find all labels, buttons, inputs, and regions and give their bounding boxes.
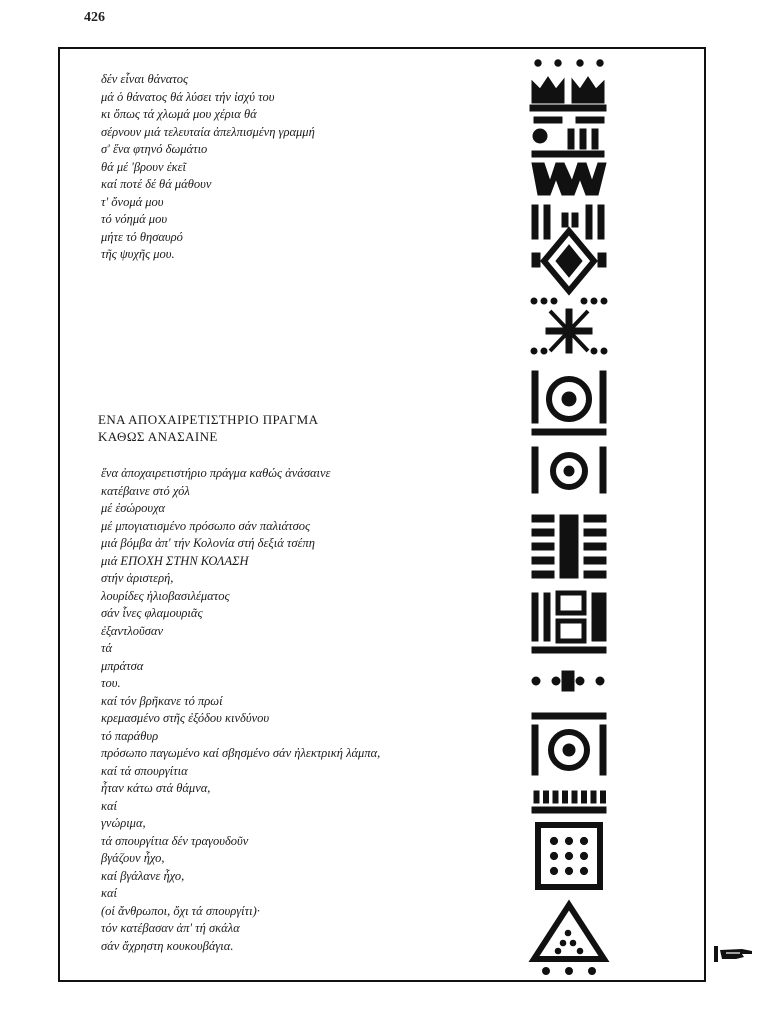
poem-line: κρεμασμένο στῆς ἐξόδου κινδύνου — [101, 711, 270, 725]
poem-line: ἐξαντλοῦσαν — [101, 623, 164, 638]
ornament-dot — [581, 298, 587, 304]
ornament-bar — [572, 213, 578, 227]
poem-line: σ' ἕνα φτηνό δωμάτιο — [101, 142, 208, 156]
ornament-dot — [555, 948, 561, 954]
ornament-bar — [584, 571, 606, 578]
ornament-bar — [532, 253, 540, 267]
ornament-zigzag — [532, 163, 606, 195]
poem-line: δέν εἶναι θάνατος — [101, 72, 189, 86]
ornament-dot — [563, 744, 575, 756]
ornament-dot — [541, 298, 547, 304]
poem-line: λουρίδες ἡλιοβασιλέματος — [101, 588, 230, 603]
ornament-svg — [528, 53, 610, 978]
ornament-dot — [591, 348, 597, 354]
ornament-tick — [563, 791, 568, 803]
ornament-bar — [532, 713, 606, 719]
ornament-tick — [553, 791, 558, 803]
poem-line: του. — [101, 676, 121, 690]
ornament-diamond — [556, 245, 582, 277]
ornament-tick — [544, 791, 549, 803]
poem-line: μπράτσα — [101, 658, 144, 673]
ornament-dot — [589, 968, 596, 975]
ornament-dot — [541, 348, 547, 354]
ornament-tick — [534, 791, 539, 803]
ornament-bar — [598, 205, 604, 239]
poem-line: στήν ἀριστερή, — [101, 571, 174, 585]
poem-line: θά μέ 'βρουν ἐκεῖ — [101, 159, 187, 174]
ornament-dot — [601, 298, 607, 304]
ornament-dot — [597, 60, 603, 66]
ornament-bar — [532, 529, 554, 536]
ornament-crown — [572, 77, 604, 103]
ornament-bar — [532, 807, 606, 813]
ornament-bar — [562, 213, 568, 227]
ornament-tick — [572, 791, 577, 803]
poem-line: σέρνουν μιά τελευταία ἀπελπισμένη γραμμή — [101, 124, 315, 139]
ornament-bar — [576, 117, 604, 123]
poem-line: καί — [101, 798, 118, 813]
poem-line: τό νόημά μου — [101, 212, 168, 226]
poem-line: σάν ἶνες φλαμουριᾶς — [101, 606, 203, 620]
ornament-dot — [565, 930, 571, 936]
ornament-dot — [565, 837, 572, 844]
ornament-crown — [532, 77, 564, 103]
ornament-bar — [584, 557, 606, 564]
ornament-bar — [532, 429, 606, 435]
ornament-dot — [543, 968, 550, 975]
ornament-bar — [532, 515, 554, 522]
poem-line: βγάζουν ἦχο, — [101, 851, 165, 865]
poem-two-title — [98, 412, 538, 445]
ornament-bar — [532, 447, 538, 493]
ornament-dot — [560, 940, 566, 946]
ornament-dot — [596, 677, 604, 685]
ornament-hourglass — [558, 593, 584, 641]
poem-line: μέ μπογιατισμένο πρόσωπο σάν παλιάτσος — [101, 518, 311, 533]
poem-one — [101, 71, 531, 264]
ornament-dot — [580, 837, 587, 844]
ornament-dot — [562, 392, 576, 406]
ornament-dot — [580, 852, 587, 859]
ornament-dot — [533, 129, 547, 143]
ornament-dot — [565, 852, 572, 859]
pointing-hand-icon — [712, 944, 756, 964]
ornament-bar — [584, 543, 606, 550]
poem-line: τό παράθυρ — [101, 728, 159, 743]
poem-line: τά σπουργίτια δέν τραγουδοῦν — [101, 833, 249, 848]
ornament-bar — [560, 515, 578, 578]
ornament-dot — [531, 298, 537, 304]
ornament-dot — [566, 968, 573, 975]
ornament-dot — [570, 940, 576, 946]
ornament-bar — [534, 117, 562, 123]
ornament-bar — [532, 571, 554, 578]
ornament-dot — [551, 298, 557, 304]
ornament-dot — [577, 948, 583, 954]
poem-line: μέ ἐσώρουχα — [101, 501, 165, 515]
decorative-ornament-column — [528, 53, 610, 978]
ornament-dot — [531, 348, 537, 354]
ornament-dot — [564, 466, 574, 476]
ornament-bar — [532, 205, 538, 239]
ornament-bar — [562, 671, 574, 691]
ornament-bar — [586, 205, 592, 239]
ornament-bar — [568, 129, 574, 149]
ornament-dot — [550, 867, 557, 874]
ornament-bar — [532, 151, 604, 157]
poem-line: καί βγάλανε ἦχο, — [101, 868, 185, 883]
poem-line: κι ὅπως τά χλωμά μου χέρια θά — [101, 107, 257, 121]
page-frame — [58, 47, 706, 982]
poem-line: τ' ὄνομά μου — [101, 194, 164, 209]
ornament-dot — [577, 60, 583, 66]
poem-line: μιά ΕΠΟΧΗ ΣΤΗΝ ΚΟΛΑΣΗ — [101, 553, 249, 568]
poem-line: κατέβαινε στό χόλ — [101, 483, 190, 498]
ornament-dot — [552, 677, 560, 685]
ornament-tick — [601, 791, 606, 803]
poem-line: ἕνα ἀποχαιρετιστήριο πράγμα καθώς ἀνάσαινε — [101, 466, 331, 480]
page-number: 426 — [84, 10, 105, 25]
ornament-bar — [532, 593, 538, 641]
ornament-dot — [550, 852, 557, 859]
ornament-bar — [532, 725, 538, 775]
ornament-bar — [584, 515, 606, 522]
ornament-dot — [555, 60, 561, 66]
poem-two — [101, 465, 531, 955]
ornament-bar — [600, 371, 606, 423]
poem-line: γνώριμα, — [101, 816, 146, 830]
ornament-bar — [592, 593, 606, 641]
poem-line: καί τά σπουργίτια — [101, 763, 188, 778]
ornament-bar — [532, 557, 554, 564]
ornament-bar — [532, 371, 538, 423]
poem-line: ἦταν κάτω στά θάμνα, — [101, 781, 211, 795]
ornament-bar — [592, 129, 598, 149]
poem-line: τῆς ψυχῆς μου. — [101, 247, 175, 261]
ornament-bar — [598, 253, 606, 267]
ornament-dot — [535, 60, 541, 66]
ornament-bar — [544, 593, 550, 641]
poem-line: μήτε τό θησαυρό — [101, 229, 183, 244]
poem-line: μιά βόμβα ἀπ' τήν Κολονία στή δεξιά τσέπη — [101, 536, 315, 550]
ornament-bar — [532, 647, 606, 653]
ornament-dot — [576, 677, 584, 685]
ornament-bar — [600, 447, 606, 493]
ornament-bar — [530, 105, 606, 111]
ornament-bar — [580, 129, 586, 149]
ornament-tick — [591, 791, 596, 803]
poem-line: καί — [101, 886, 118, 900]
ornament-dot — [550, 837, 557, 844]
ornament-dot — [580, 867, 587, 874]
poem-line: μά ὁ θάνατος θά λύσει τήν ἰσχύ του — [101, 89, 275, 104]
poem-line: καί τόν βρῆκανε τό πρωί — [101, 693, 223, 708]
poem-line: τά — [101, 641, 113, 655]
poem-line: πρόσωπο παγωμένο καί σβησμένο σάν ἠλεκτρική λάμπα, — [101, 746, 381, 760]
ornament-bar — [532, 543, 554, 550]
poem-title-line: ΚΑΘΩΣ ΑΝΑΣΑΙΝΕ — [98, 428, 218, 444]
poem-line: (οἱ ἄνθρωποι, ὄχι τά σπουργίτι)· — [101, 903, 260, 918]
ornament-dot — [532, 677, 540, 685]
ornament-dot — [591, 298, 597, 304]
ornament-dot — [565, 867, 572, 874]
poem-line: σάν ἄχρηστη κουκουβάγια. — [101, 938, 234, 953]
poem-line: καί ποτέ δέ θά μάθουν — [101, 177, 212, 191]
ornament-bar — [600, 725, 606, 775]
ornament-bar — [584, 529, 606, 536]
poem-title-line: ΕΝΑ ΑΠΟΧΑΙΡΕΤΙΣΤΗΡΙΟ ΠΡΑΓΜΑ — [98, 412, 319, 427]
ornament-bar — [544, 205, 550, 239]
poem-line: τόν κατέβασαν ἀπ' τή σκάλα — [101, 921, 240, 935]
ornament-dot — [601, 348, 607, 354]
ornament-tick — [582, 791, 587, 803]
